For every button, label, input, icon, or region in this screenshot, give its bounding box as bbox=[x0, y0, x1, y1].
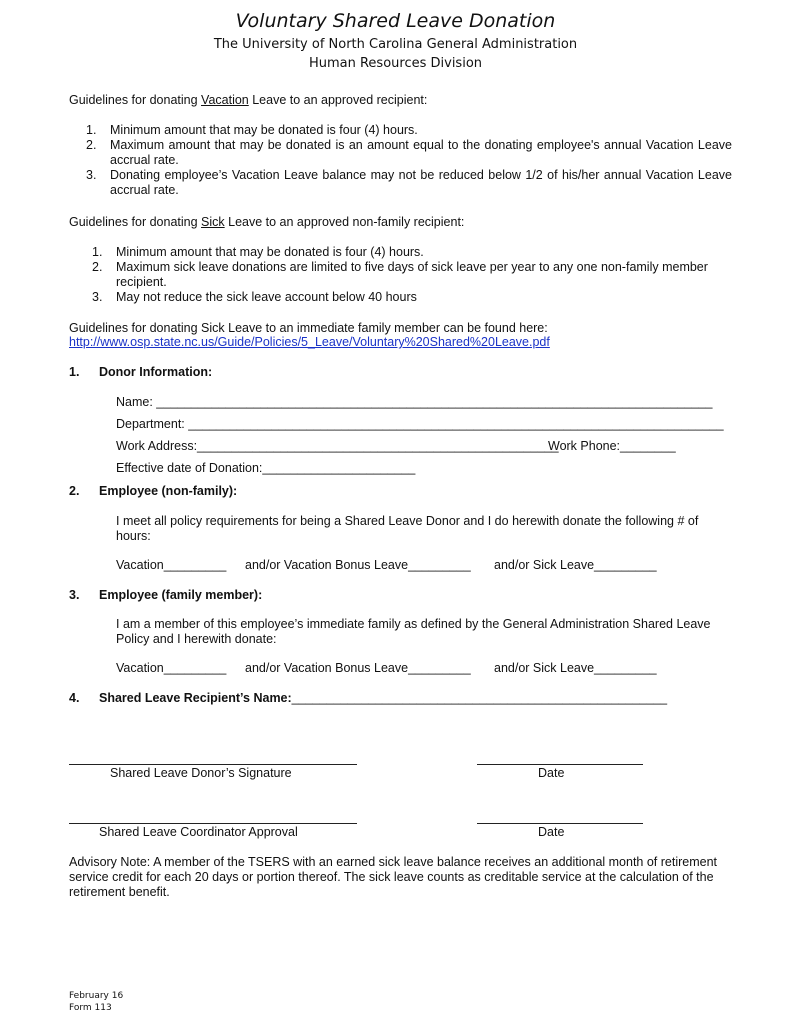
coordinator-approval-label: Shared Leave Coordinator Approval bbox=[99, 825, 298, 839]
org-name: The University of North Carolina General Administration bbox=[213, 37, 578, 52]
section-3-statement: I am a member of this employee’s immediate family as defined by the General Administration Shared Leave Policy and I herewith donate: bbox=[116, 617, 711, 646]
vacation-heading-keyword: Vacation bbox=[201, 93, 249, 107]
department-field[interactable]: Department: _____________________________________________________________________________ bbox=[116, 417, 724, 431]
name-field[interactable]: Name: ________________________________________________________________________________ bbox=[116, 395, 713, 409]
sick-guidelines-heading bbox=[69, 215, 464, 229]
section-3-heading: Employee (family member): bbox=[99, 588, 263, 602]
section-2-statement: I meet all policy requirements for being a Shared Leave Donor and I do herewith donate the following # of hours: bbox=[116, 514, 699, 543]
list-text: Minimum amount that may be donated is four (4) hours. bbox=[116, 245, 424, 259]
section-3-bonus-field[interactable]: and/or Vacation Bonus Leave_________ bbox=[245, 661, 471, 675]
coordinator-signature-line[interactable] bbox=[69, 823, 357, 824]
section-4-heading: Shared Leave Recipient’s Name: bbox=[99, 691, 292, 705]
page-title: Voluntary Shared Leave Donation bbox=[235, 10, 556, 32]
division-name: Human Resources Division bbox=[308, 56, 483, 71]
coordinator-date-line[interactable] bbox=[477, 823, 643, 824]
list-text: Donating employee’s Vacation Leave balance may not be reduced below 1/2 of his/her annual Vacation Leave accrual rate. bbox=[110, 168, 732, 197]
section-2-bonus-field[interactable]: and/or Vacation Bonus Leave_________ bbox=[245, 558, 471, 572]
recipient-name-row bbox=[99, 691, 667, 705]
list-item bbox=[86, 123, 732, 138]
advisory-note: Advisory Note: A member of the TSERS with an earned sick leave balance receives an additional month of retirement service credit for each 20 days or portion thereof. The sick leave counts as creditable service at the calculation of the retirement benefit. bbox=[69, 855, 718, 899]
footer-date: February 16 bbox=[69, 991, 124, 1001]
list-item bbox=[92, 245, 732, 260]
coordinator-date-label: Date bbox=[538, 825, 565, 839]
section-1-number: 1. bbox=[69, 365, 80, 379]
work-address-field[interactable]: Work Address:____________________________________________________ bbox=[116, 439, 559, 453]
list-number: 3. bbox=[92, 290, 103, 304]
donor-signature-line[interactable] bbox=[69, 764, 357, 765]
list-item bbox=[92, 260, 732, 290]
sick-heading-prefix: Guidelines for donating bbox=[69, 215, 202, 229]
list-number: 1. bbox=[86, 123, 97, 137]
family-guidelines-text: Guidelines for donating Sick Leave to an immediate family member can be found here: bbox=[69, 321, 548, 335]
list-number: 1. bbox=[92, 245, 103, 259]
section-2-number: 2. bbox=[69, 484, 80, 498]
list-text: Maximum amount that may be donated is an amount equal to the donating employee's annual Vacation Leave accrual rate. bbox=[110, 138, 732, 167]
section-1-heading: Donor Information: bbox=[99, 365, 213, 379]
section-2-vacation-field[interactable]: Vacation_________ bbox=[116, 558, 227, 572]
vacation-heading-prefix: Guidelines for donating bbox=[69, 93, 202, 107]
sick-heading-suffix: Leave to an approved non-family recipient: bbox=[224, 215, 465, 229]
sick-guidelines-list bbox=[92, 245, 732, 305]
footer-form-number: Form 113 bbox=[69, 1003, 112, 1013]
list-item bbox=[92, 290, 732, 305]
section-3-number: 3. bbox=[69, 588, 80, 602]
section-3-sick-field[interactable]: and/or Sick Leave_________ bbox=[494, 661, 657, 675]
vacation-guidelines-list bbox=[86, 123, 732, 198]
list-number: 2. bbox=[86, 138, 97, 152]
work-phone-field[interactable]: Work Phone:________ bbox=[548, 439, 676, 453]
section-4-number: 4. bbox=[69, 691, 80, 705]
donor-signature-label: Shared Leave Donor’s Signature bbox=[110, 766, 292, 780]
vacation-heading-suffix: Leave to an approved recipient: bbox=[248, 93, 428, 107]
list-item bbox=[86, 168, 732, 198]
effective-date-field[interactable]: Effective date of Donation:______________________ bbox=[116, 461, 416, 475]
list-number: 2. bbox=[92, 260, 103, 274]
policy-link[interactable]: http://www.osp.state.nc.us/Guide/Policies/5_Leave/Voluntary%20Shared%20Leave.pdf bbox=[69, 335, 550, 349]
vacation-guidelines-heading bbox=[69, 93, 427, 107]
recipient-name-field[interactable]: ______________________________________________________ bbox=[291, 691, 668, 705]
list-text: Minimum amount that may be donated is four (4) hours. bbox=[110, 123, 418, 137]
list-number: 3. bbox=[86, 168, 97, 182]
section-2-sick-field[interactable]: and/or Sick Leave_________ bbox=[494, 558, 657, 572]
list-text: Maximum sick leave donations are limited to five days of sick leave per year to any one non-family member recipient. bbox=[116, 260, 708, 289]
donor-date-line[interactable] bbox=[477, 764, 643, 765]
list-text: May not reduce the sick leave account below 40 hours bbox=[116, 290, 417, 304]
donor-date-label: Date bbox=[538, 766, 565, 780]
sick-heading-keyword: Sick bbox=[201, 215, 225, 229]
section-2-heading: Employee (non-family): bbox=[99, 484, 238, 498]
section-3-vacation-field[interactable]: Vacation_________ bbox=[116, 661, 227, 675]
list-item bbox=[86, 138, 732, 168]
